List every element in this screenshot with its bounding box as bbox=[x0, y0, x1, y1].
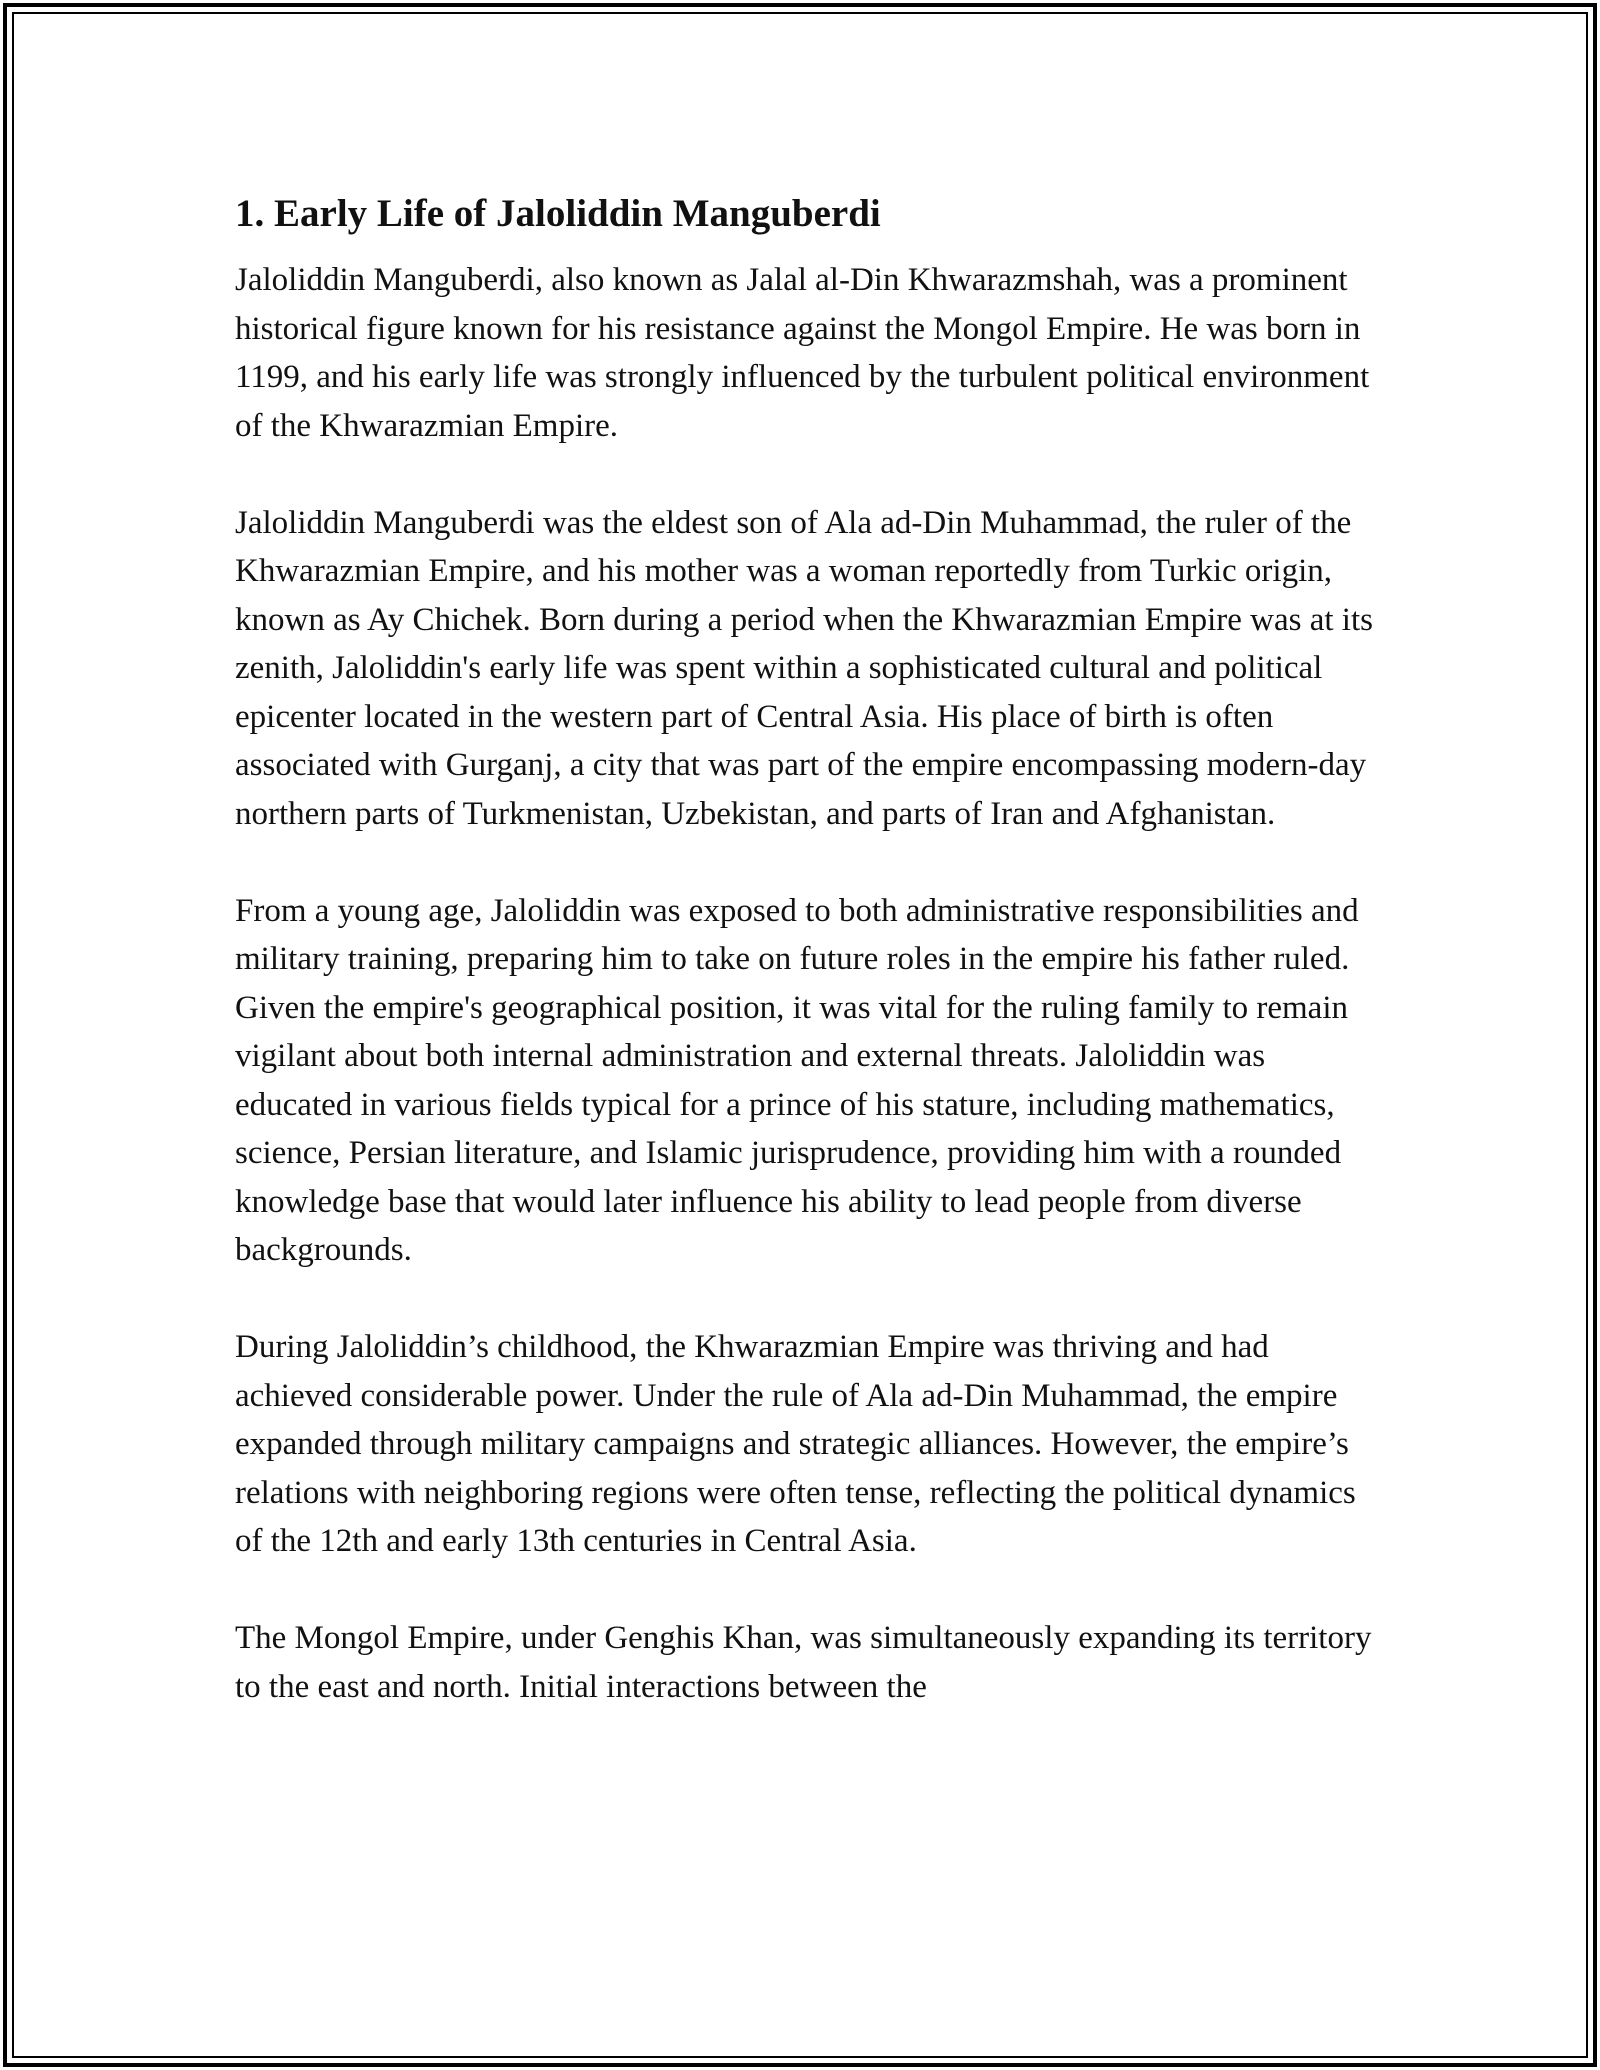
section-heading: 1. Early Life of Jaloliddin Manguberdi bbox=[235, 192, 881, 235]
paragraph-1: Jaloliddin Manguberdi, also known as Jalal al-Din Khwarazmshah, was a prominent historical figure known for his resistance against the Mongol Empire. He was born in 1199, and his early life was strongly influenced by the turbulent political environment of the Khwarazmian Empire. bbox=[235, 262, 1370, 444]
paragraph-3: From a young age, Jaloliddin was exposed to both administrative responsibilities and military training, preparing him to take on future roles in the empire his father ruled. Given the empire's geographical position, it was vital for the ruling family to remain vigilant about both internal administration and external threats. Jaloliddin was educated in various fields typical for a prince of his stature, including mathematics, science, Persian literature, and Islamic jurisprudence, providing him with a rounded knowledge base that would later influence his ability to lead people from diverse backgrounds. bbox=[235, 892, 1359, 1268]
paragraph-4: During Jaloliddin’s childhood, the Khwarazmian Empire was thriving and had achieved considerable power. Under the rule of Ala ad-Din Muhammad, the empire expanded through military campaigns and strategic alliances. However, the empire’s relations with neighboring regions were often tense, reflecting the political dynamics of the 12th and early 13th centuries in Central Asia. bbox=[235, 1329, 1356, 1559]
document-body bbox=[235, 186, 1375, 1711]
paragraph-5: The Mongol Empire, under Genghis Khan, was simultaneously expanding its territory to the east and north. Initial interactions between the bbox=[235, 1620, 1372, 1705]
paragraph-2: Jaloliddin Manguberdi was the eldest son of Ala ad-Din Muhammad, the ruler of the Khwarazmian Empire, and his mother was a woman reportedly from Turkic origin, known as Ay Chichek. Born during a period when the Khwarazmian Empire was at its zenith, Jaloliddin's early life was spent within a sophisticated cultural and political epicenter located in the western part of Central Asia. His place of birth is often associated with Gurganj, a city that was part of the empire encompassing modern-day northern parts of Turkmenistan, Uzbekistan, and parts of Iran and Afghanistan. bbox=[235, 504, 1373, 832]
